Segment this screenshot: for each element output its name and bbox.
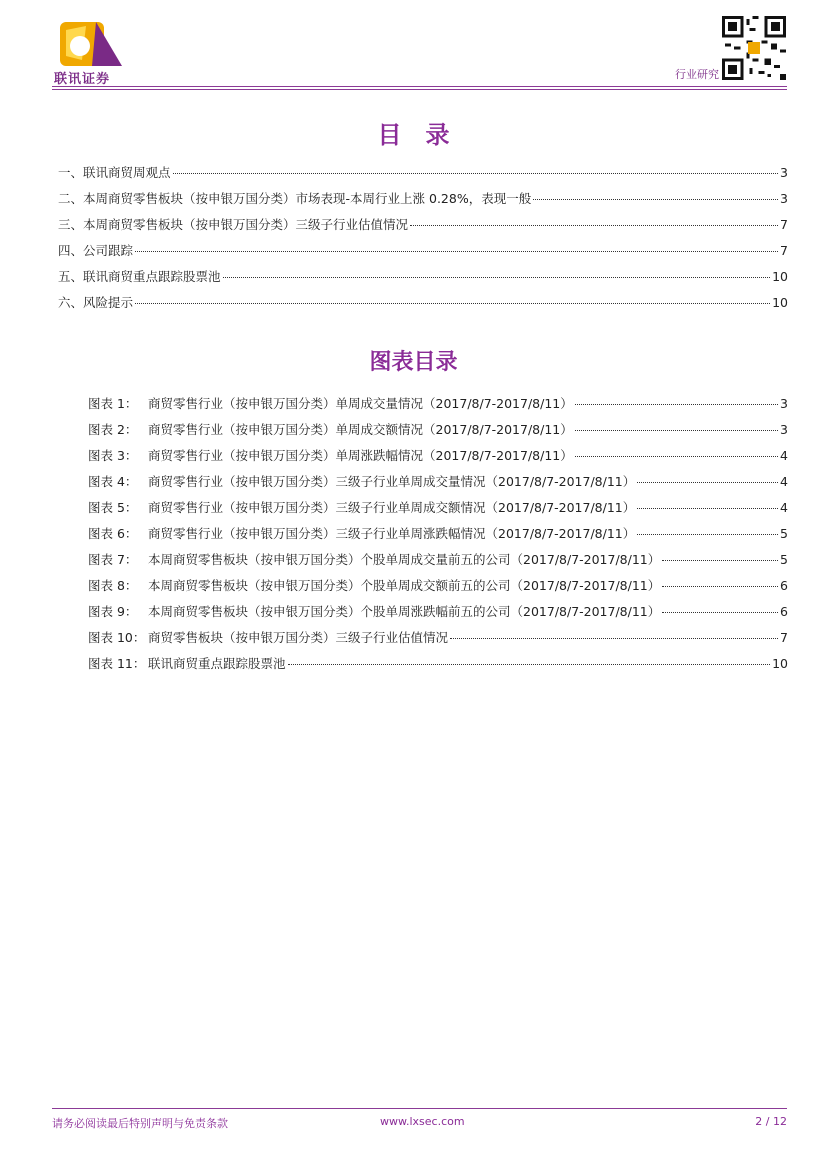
footer-website[interactable]: www.lxsec.com [380,1115,465,1128]
figure-number: 图表 2： [88,422,138,437]
toc-title: 目录 [377,121,474,149]
figure-number: 图表 11： [88,656,146,671]
dot-leader [135,251,778,252]
entry-label: 三、本周商贸零售板块（按申银万国分类）三级子行业估值情况 [58,217,409,232]
figure-number: 图表 3： [88,448,138,463]
figure-number: 图表 8： [88,578,138,593]
figure-list-title: 图表目录 [369,350,458,375]
header-rule [52,86,787,87]
dot-leader [662,586,778,587]
figure-caption: 联讯商贸重点跟踪股票池 [148,656,286,671]
entry-label [88,498,635,516]
page-number: 6 [780,604,788,619]
dot-leader [637,534,778,535]
page-number: 3 [780,165,788,180]
report-category: 行业研究 [675,68,719,81]
entry-label: 五、联讯商贸重点跟踪股票池 [58,269,221,284]
page-number: 7 [780,217,788,232]
dot-leader [575,430,778,431]
entry-label [88,394,573,412]
entry-label [88,472,635,490]
dot-leader [575,456,778,457]
figure-caption: 商贸零售行业（按申银万国分类）单周涨跌幅情况（2017/8/7-2017/8/11） [148,448,573,463]
page-number: 4 [780,448,788,463]
dot-leader [410,225,778,226]
page-number: 7 [780,243,788,258]
page-number: 5 [780,552,788,567]
toc-entry[interactable] [58,293,788,319]
dot-leader [575,404,778,405]
entry-label [88,576,660,594]
figure-number: 图表 7： [88,552,138,567]
toc-list [58,163,788,319]
page-number: 4 [780,500,788,515]
page-number: 3 [780,396,788,411]
figure-number: 图表 5： [88,500,138,515]
figure-number: 图表 6： [88,526,138,541]
page-number: 6 [780,578,788,593]
entry-label: 一、联讯商贸周观点 [58,165,171,180]
dot-leader [135,303,770,304]
page-number: 3 [780,422,788,437]
toc-entry[interactable] [58,163,788,189]
dot-leader [533,199,778,200]
figure-number: 图表 9： [88,604,138,619]
figure-list-entry[interactable] [88,654,788,680]
entry-label: 六、风险提示 [58,295,134,310]
dot-leader [637,482,778,483]
figure-number: 图表 4： [88,474,138,489]
entry-label [88,446,573,464]
figure-caption: 商贸零售行业（按申银万国分类）单周成交额情况（2017/8/7-2017/8/11） [148,422,573,437]
toc-entry[interactable] [58,215,788,241]
entry-label: 四、公司跟踪 [58,243,134,258]
figure-list-entry[interactable] [88,394,788,420]
figure-list-entry[interactable] [88,602,788,628]
dot-leader [637,508,778,509]
entry-label [88,628,448,646]
figure-list-entry[interactable] [88,446,788,472]
toc-entry[interactable] [58,189,788,215]
brand-name: 联讯证券 [54,72,111,87]
figure-caption: 商贸零售行业（按申银万国分类）三级子行业单周涨跌幅情况（2017/8/7-2017/8/11） [148,526,636,541]
figure-number: 图表 1： [88,396,138,411]
entry-label [88,524,635,542]
page-number: 10 [772,656,788,671]
page-number: 7 [780,630,788,645]
figure-list-entry[interactable] [88,420,788,446]
header-rule-thin [52,89,787,90]
page-number: 10 [772,269,788,284]
figure-list-entry[interactable] [88,498,788,524]
figure-caption: 商贸零售行业（按申银万国分类）单周成交量情况（2017/8/7-2017/8/11） [148,396,573,411]
dot-leader [223,277,771,278]
page-number: 5 [780,526,788,541]
figure-caption: 本周商贸零售板块（按申银万国分类）个股单周成交量前五的公司（2017/8/7-2017/8/11） [148,552,661,567]
footer-disclaimer[interactable]: 请务必阅读最后特别声明与免责条款 [52,1117,228,1130]
figure-list-entry[interactable] [88,472,788,498]
figure-caption: 本周商贸零售板块（按申银万国分类）个股单周涨跌幅前五的公司（2017/8/7-2017/8/11） [148,604,661,619]
figure-list-entry[interactable] [88,524,788,550]
dot-leader [662,612,778,613]
figure-caption: 商贸零售板块（按申银万国分类）三级子行业估值情况 [148,630,449,645]
dot-leader [662,560,778,561]
dot-leader [288,664,771,665]
figure-list-entry[interactable] [88,550,788,576]
toc-entry[interactable] [58,267,788,293]
figure-caption: 商贸零售行业（按申银万国分类）三级子行业单周成交额情况（2017/8/7-2017/8/11） [148,500,636,515]
figure-caption: 本周商贸零售板块（按申银万国分类）个股单周成交额前五的公司（2017/8/7-2017/8/11） [148,578,661,593]
figure-number: 图表 10： [88,630,146,645]
figure-caption: 商贸零售行业（按申银万国分类）三级子行业单周成交量情况（2017/8/7-2017/8/11） [148,474,636,489]
dot-leader [173,173,779,174]
entry-label [88,602,660,620]
page-indicator: 2 / 12 [755,1115,787,1128]
entry-label: 二、本周商贸零售板块（按申银万国分类）市场表现-本周行业上涨 0.28%，表现一般 [58,191,532,206]
entry-label [88,420,573,438]
qr-code-icon [722,16,786,80]
page-number: 4 [780,474,788,489]
page-number: 10 [772,295,788,310]
figure-list [88,394,788,680]
footer-rule [52,1108,787,1109]
page-number: 3 [780,191,788,206]
dot-leader [450,638,778,639]
entry-label [88,654,286,672]
figure-list-entry[interactable] [88,576,788,602]
entry-label [88,550,660,568]
figure-list-entry[interactable] [88,628,788,654]
toc-entry[interactable] [58,241,788,267]
